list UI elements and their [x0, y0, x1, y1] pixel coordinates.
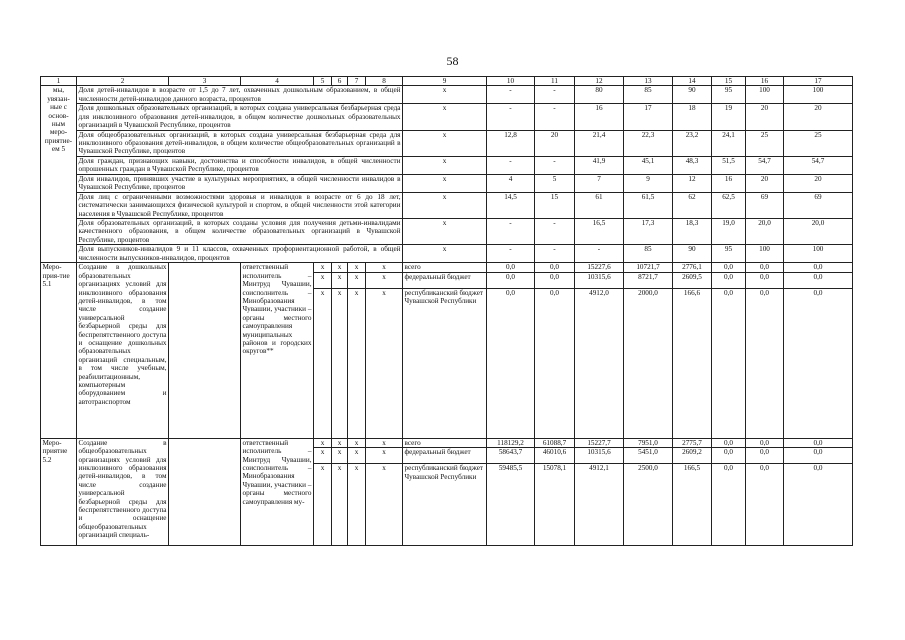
- indicator-value: 20: [746, 174, 784, 192]
- indicator-value: 20: [746, 104, 784, 130]
- indicator-value: -: [535, 245, 575, 263]
- indicator-value: 85: [624, 86, 673, 104]
- indicator-value: -: [535, 219, 575, 245]
- column-number: 12: [575, 77, 624, 86]
- funding-value: 0,0: [712, 448, 746, 464]
- indicator-value: 23,2: [673, 130, 712, 156]
- indicator-value: 95: [712, 245, 746, 263]
- program-table: [40, 76, 853, 546]
- indicator-value: 41,9: [575, 156, 624, 174]
- budget-code: x: [332, 448, 348, 464]
- funding-value: 0,0: [784, 288, 853, 438]
- measure-executor: ответственный исполнитель – Минтруд Чувашии, соисполнитель – Минобразования Чувашии, участники – органы местного самоуправления му-: [241, 438, 314, 545]
- column-number: 15: [712, 77, 746, 86]
- indicator-value: -: [487, 104, 535, 130]
- column-number: 16: [746, 77, 784, 86]
- indicator-value: 17: [624, 104, 673, 130]
- indicator-value: -: [487, 245, 535, 263]
- funding-value: 0,0: [746, 448, 784, 464]
- indicator-row: [41, 174, 853, 192]
- funding-value: 0,0: [784, 263, 853, 272]
- indicator-value: 100: [746, 245, 784, 263]
- indicator-value: 54,7: [746, 156, 784, 174]
- budget-code: x: [314, 272, 332, 288]
- budget-code: x: [332, 263, 348, 272]
- indicator-value: 20: [784, 174, 853, 192]
- measure-executor: ответственный исполнитель – Минтруд Чувашии, соисполнитель – Минобразования Чувашии, участники – органы местного самоуправления муниципальных районов и городских округов**: [241, 263, 314, 438]
- indicator-value: 100: [746, 86, 784, 104]
- funding-value: 0,0: [535, 263, 575, 272]
- indicator-row: [41, 86, 853, 104]
- indicator-value: 25: [746, 130, 784, 156]
- budget-code: x: [366, 438, 403, 447]
- budget-code: x: [332, 464, 348, 546]
- indicator-value: 16,5: [575, 219, 624, 245]
- indicator-value: 19: [712, 104, 746, 130]
- indicator-value: 15: [535, 192, 575, 218]
- budget-code: x: [332, 438, 348, 447]
- funding-value: 4912,1: [575, 464, 624, 546]
- column-number: 1: [41, 77, 77, 86]
- indicator-value: 80: [575, 86, 624, 104]
- indicator-value: 45,1: [624, 156, 673, 174]
- funding-value: 46010,6: [535, 448, 575, 464]
- funding-value: 118129,2: [487, 438, 535, 447]
- indicator-value: 18,3: [673, 219, 712, 245]
- indicator-value: 48,3: [673, 156, 712, 174]
- funding-source: федеральный бюджет: [403, 272, 487, 288]
- indicator-marker: x: [403, 192, 487, 218]
- funding-value: 0,0: [712, 288, 746, 438]
- column-number: 17: [784, 77, 853, 86]
- budget-code: x: [332, 288, 348, 438]
- indicator-marker: x: [403, 156, 487, 174]
- indicator-value: 7: [575, 174, 624, 192]
- indicator-value: 95: [712, 86, 746, 104]
- indicator-value: -: [487, 219, 535, 245]
- indicator-value: 22,3: [624, 130, 673, 156]
- funding-value: 0,0: [487, 263, 535, 272]
- column-number: 2: [77, 77, 169, 86]
- indicator-marker: x: [403, 86, 487, 104]
- indicator-value: 61,5: [624, 192, 673, 218]
- budget-code: x: [314, 464, 332, 546]
- indicator-row: [41, 156, 853, 174]
- funding-value: 0,0: [746, 438, 784, 447]
- funding-value: 0,0: [746, 272, 784, 288]
- indicator-value: 16: [575, 104, 624, 130]
- indicator-row: [41, 104, 853, 130]
- indicator-value: 12: [673, 174, 712, 192]
- indicator-value: 51,5: [712, 156, 746, 174]
- indicator-marker: x: [403, 130, 487, 156]
- budget-code: x: [314, 448, 332, 464]
- funding-value: 2609,5: [673, 272, 712, 288]
- indicator-row: [41, 245, 853, 263]
- indicator-text: Доля лиц с ограниченными возможностями здоровья и инвалидов в возрасте от 6 до 18 лет, систематически занимающихся физической культурой и спортом, в общей численности этой категории населения в Чувашской Республике, процентов: [78, 192, 401, 218]
- indicator-marker: x: [403, 104, 487, 130]
- indicator-text: Доля детей-инвалидов в возрасте от 1,5 до 7 лет, охваченных дошкольным образованием, в общей численности детей-инвалидов данного возраста, процентов: [78, 86, 401, 103]
- indicator-value: -: [487, 86, 535, 104]
- column-number: 11: [535, 77, 575, 86]
- indicator-value: -: [575, 245, 624, 263]
- indicator-value: 62: [673, 192, 712, 218]
- funding-value: 15227,6: [575, 263, 624, 272]
- funding-value: 2609,2: [673, 448, 712, 464]
- budget-code: x: [348, 438, 366, 447]
- column-number: 14: [673, 77, 712, 86]
- indicator-value: 12,8: [487, 130, 535, 156]
- indicator-value: 18: [673, 104, 712, 130]
- indicator-value: 16: [712, 174, 746, 192]
- funding-value: 15078,1: [535, 464, 575, 546]
- page-number: 58: [446, 54, 459, 68]
- indicator-marker: x: [403, 219, 487, 245]
- funding-value: 0,0: [784, 464, 853, 546]
- indicator-value: 69: [746, 192, 784, 218]
- column-number: 3: [169, 77, 241, 86]
- indicator-text: Доля общеобразовательных организаций, в которых создана универсальная безбарьерная среда для инклюзивного образования детей-инвалидов, в общем количестве общеобразовательных организаций в Чувашской Республике, процентов: [78, 130, 401, 156]
- indicator-value: 5: [535, 174, 575, 192]
- indicator-value: 9: [624, 174, 673, 192]
- funding-value: 0,0: [712, 438, 746, 447]
- indicator-value: 21,4: [575, 130, 624, 156]
- funding-value: 15227,7: [575, 438, 624, 447]
- indicator-value: 20,0: [746, 219, 784, 245]
- indicator-marker: x: [403, 174, 487, 192]
- indicator-value: 90: [673, 86, 712, 104]
- indicator-text: Доля выпускников-инвалидов 9 и 11 классов, охваченных профориентационной работой, в общей численности выпускников-инвалидов, процентов: [78, 245, 401, 262]
- funding-value: 2500,0: [624, 464, 673, 546]
- measure-label: Меро-приятие 5.2: [41, 438, 77, 545]
- indicator-value: 4: [487, 174, 535, 192]
- budget-code: x: [366, 263, 403, 272]
- funding-value: 4912,0: [575, 288, 624, 438]
- empty-cell: [169, 438, 241, 545]
- column-number: 7: [348, 77, 366, 86]
- funding-value: 0,0: [784, 448, 853, 464]
- funding-value: 0,0: [535, 288, 575, 438]
- funding-value: 0,0: [784, 272, 853, 288]
- budget-code: x: [348, 448, 366, 464]
- budget-code: x: [348, 464, 366, 546]
- budget-code: x: [332, 272, 348, 288]
- funding-value: 0,0: [535, 272, 575, 288]
- funding-value: 0,0: [784, 438, 853, 447]
- funding-value: 10315,6: [575, 448, 624, 464]
- funding-source: всего: [403, 438, 487, 447]
- column-number: 13: [624, 77, 673, 86]
- funding-value: 10721,7: [624, 263, 673, 272]
- funding-value: 0,0: [712, 272, 746, 288]
- budget-code: x: [366, 288, 403, 438]
- budget-code: x: [366, 464, 403, 546]
- column-number: 5: [314, 77, 332, 86]
- indicator-marker: x: [403, 245, 487, 263]
- indicator-group-label: мы, увязан-ные с основ-ным меро-приятие-ем 5: [41, 86, 77, 263]
- indicator-value: 90: [673, 245, 712, 263]
- indicator-value: 69: [784, 192, 853, 218]
- indicator-value: 19,0: [712, 219, 746, 245]
- budget-code: x: [348, 263, 366, 272]
- header-row: [41, 77, 853, 86]
- funding-value: 8721,7: [624, 272, 673, 288]
- funding-value: 0,0: [746, 263, 784, 272]
- indicator-row: [41, 192, 853, 218]
- indicator-row: [41, 130, 853, 156]
- measure-label: Меро-прия-тие 5.1: [41, 263, 77, 438]
- indicator-value: 85: [624, 245, 673, 263]
- budget-code: x: [314, 263, 332, 272]
- funding-source: республиканский бюджет Чувашской Республики: [403, 464, 487, 546]
- indicator-value: 62,5: [712, 192, 746, 218]
- indicator-value: 25: [784, 130, 853, 156]
- funding-value: 7951,0: [624, 438, 673, 447]
- column-number: 6: [332, 77, 348, 86]
- funding-value: 61088,7: [535, 438, 575, 447]
- column-number: 10: [487, 77, 535, 86]
- budget-code: x: [366, 448, 403, 464]
- indicator-value: 54,7: [784, 156, 853, 174]
- funding-source: федеральный бюджет: [403, 448, 487, 464]
- indicator-value: 24,1: [712, 130, 746, 156]
- indicator-value: -: [487, 156, 535, 174]
- funding-value: 166,5: [673, 464, 712, 546]
- funding-source: республиканский бюджет Чувашской Республики: [403, 288, 487, 438]
- indicator-row: [41, 219, 853, 245]
- indicator-value: 100: [784, 245, 853, 263]
- funding-value: 166,6: [673, 288, 712, 438]
- funding-value: 2775,7: [673, 438, 712, 447]
- column-number: 8: [366, 77, 403, 86]
- indicator-value: 61: [575, 192, 624, 218]
- indicator-value: -: [535, 156, 575, 174]
- indicator-value: 20: [784, 104, 853, 130]
- indicator-text: Доля инвалидов, принявших участие в культурных мероприятиях, в общей численности инвалидов в Чувашской Республике, процентов: [78, 174, 401, 192]
- indicator-value: 20,0: [784, 219, 853, 245]
- measure-title: Создание в дошкольных образовательных организациях условий для инклюзивного образования детей-инвалидов, в том числе создание универсальной безбарьерной среды для беспрепятственного доступа и оснащение дошкольных образовательных организаций специальным, в том числе учебным, реабилитационным, компьютерным оборудованием и автотранспортом: [77, 263, 169, 438]
- funding-value: 0,0: [487, 272, 535, 288]
- funding-value: 59485,5: [487, 464, 535, 546]
- measure-title: Создание в общеобразовательных организациях условий для инклюзивного образования детей-инвалидов, в том числе создание универсальной безбарьерной среды для беспрепятственного доступа и оснащение общеобразовательных организаций специаль-: [77, 438, 169, 545]
- budget-code: x: [366, 272, 403, 288]
- column-number: 4: [241, 77, 314, 86]
- budget-code: x: [314, 438, 332, 447]
- funding-value: 0,0: [487, 288, 535, 438]
- indicator-text: Доля образовательных организаций, в которых созданы условия для получения детьми-инвалидами качественного образования, в общем количестве образовательных организаций в Чувашской Республике, процентов: [78, 219, 401, 244]
- budget-code: x: [348, 272, 366, 288]
- indicator-value: -: [535, 104, 575, 130]
- budget-code: x: [348, 288, 366, 438]
- funding-value: 10315,6: [575, 272, 624, 288]
- indicator-text: Доля дошкольных образовательных организаций, в которых создана универсальная безбарьерная среда для инклюзивного образования детей-инвалидов, в общем количестве дошкольных образовательных организаций в Чувашской Республике, процентов: [78, 104, 401, 130]
- funding-value: 0,0: [712, 464, 746, 546]
- indicator-text: Доля граждан, признающих навыки, достоинства и способности инвалидов, в общей численности опрошенных граждан в Чувашской Республике, процентов: [78, 156, 401, 174]
- indicator-value: 100: [784, 86, 853, 104]
- funding-value: 2000,0: [624, 288, 673, 438]
- funding-value: 0,0: [712, 263, 746, 272]
- indicator-value: 14,5: [487, 192, 535, 218]
- funding-value: 2776,1: [673, 263, 712, 272]
- funding-value: 0,0: [746, 464, 784, 546]
- funding-source: всего: [403, 263, 487, 272]
- funding-value: 58643,7: [487, 448, 535, 464]
- empty-cell: [169, 263, 241, 438]
- funding-value: 5451,0: [624, 448, 673, 464]
- indicator-value: 17,3: [624, 219, 673, 245]
- column-number: 9: [403, 77, 487, 86]
- budget-code: x: [314, 288, 332, 438]
- indicator-value: -: [535, 86, 575, 104]
- measure-row: [41, 438, 853, 447]
- funding-value: 0,0: [746, 288, 784, 438]
- measure-row: [41, 263, 853, 272]
- indicator-value: 20: [535, 130, 575, 156]
